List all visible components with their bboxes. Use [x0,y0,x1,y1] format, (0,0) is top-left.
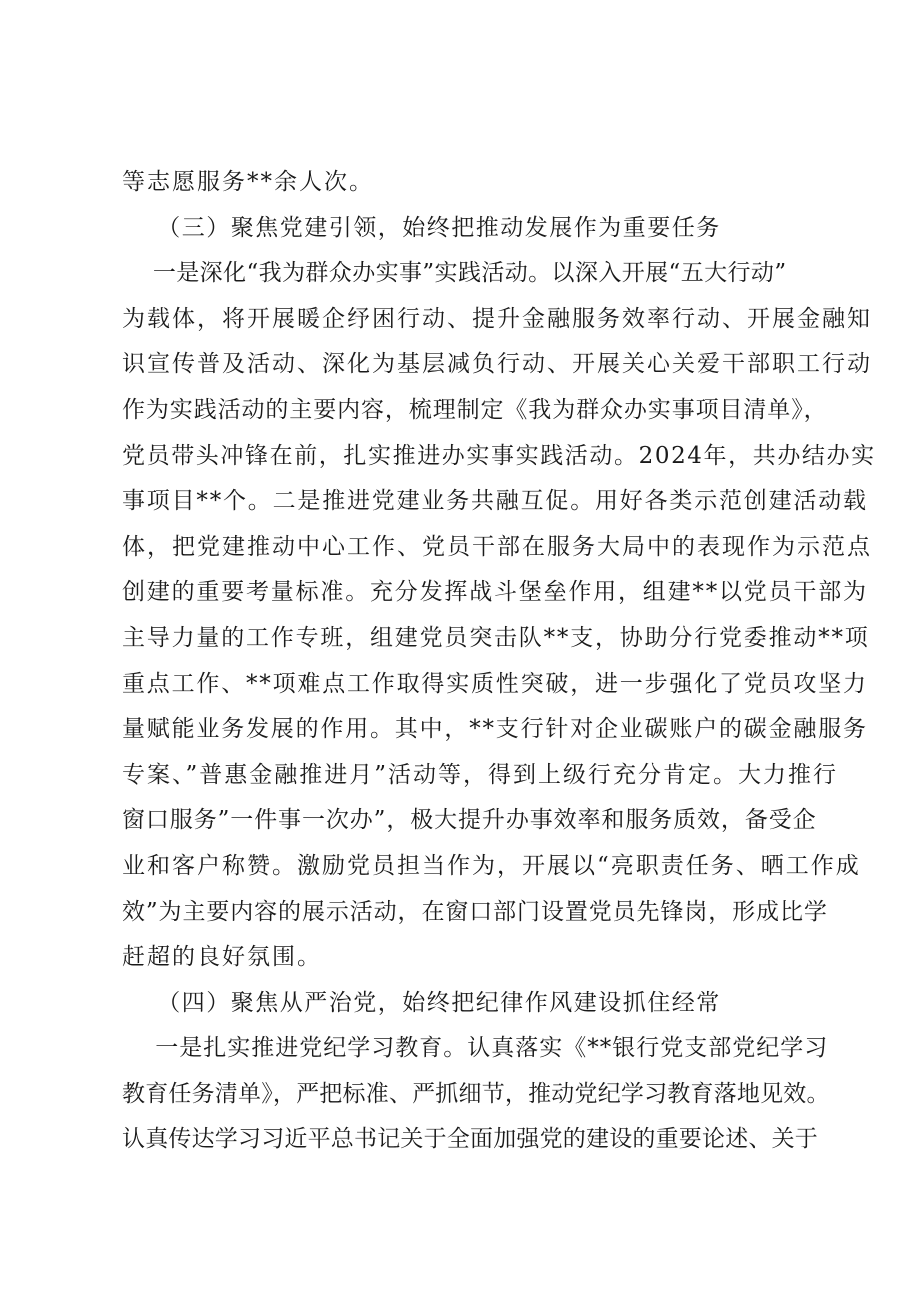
document-body [122,160,876,1163]
paragraph-line: 重点工作、**项难点工作取得实质性突破，进一步强化了党员攻坚力 [122,670,868,697]
paragraph-line: 识宣传普及活动、深化为基层减负行动、开展关心关爱干部职工行动 [122,351,872,378]
paragraph-line: 等志愿服务**余人次。 [122,169,374,195]
paragraph-line: 教育任务清单》，严把标准、严抓细节，推动党纪学习教育落地见效。 [122,1080,830,1107]
paragraph-line: 窗口服务”一件事一次办”，极大提升办事效率和服务质效，备受企 [122,807,817,834]
section-heading: （四）聚焦从严治党，始终把纪律作风建设抓住经常 [122,989,721,1016]
paragraph-line: 一是扎实推进党纪学习教育。认真落实《**银行党支部党纪学习 [122,1035,829,1062]
paragraph-line: 创建的重要考量标准。充分发挥战斗堡垒作用，组建**以党员干部为 [122,579,868,606]
paragraph-line: 业和客户称赞。激励党员担当作为，开展以“亮职责任务、晒工作成 [122,852,861,879]
paragraph-line: 专案、”普惠金融推进月”活动等，得到上级行充分肯定。大力推行 [122,761,839,788]
section-heading: （三）聚焦党建引领，始终把推动发展作为重要任务 [122,214,721,241]
paragraph-line: 为载体，将开展暖企纾困行动、提升金融服务效率行动、开展金融知 [122,305,872,332]
paragraph-line: 党员带头冲锋在前，扎实推进办实事实践活动。2024年，共办结办实 [122,442,876,469]
paragraph-line: 效”为主要内容的展示活动，在窗口部门设置党员先锋岗，形成比学 [122,898,828,925]
paragraph-line: 赶超的良好氛围。 [122,944,322,971]
paragraph-line: 量赋能业务发展的作用。其中，**支行针对企业碳账户的碳金融服务 [122,716,868,743]
paragraph-line: 体，把党建推动中心工作、党员干部在服务大局中的表现作为示范点 [122,533,872,560]
paragraph-line: 认真传达学习习近平总书记关于全面加强党的建设的重要论述、关于 [122,1126,818,1153]
paragraph-line: 主导力量的工作专班，组建党员突击队**支，协助分行党委推动**项 [122,624,870,651]
paragraph-line: 一是深化“我为群众办实事”实践活动。以深入开展“五大行动” [122,260,787,287]
paragraph-line: 事项目**个。二是推进党建业务共融互促。用好各类示范创建活动载 [122,488,868,515]
paragraph-line: 作为实践活动的主要内容，梳理制定《我为群众办实事项目清单》， [122,396,828,423]
